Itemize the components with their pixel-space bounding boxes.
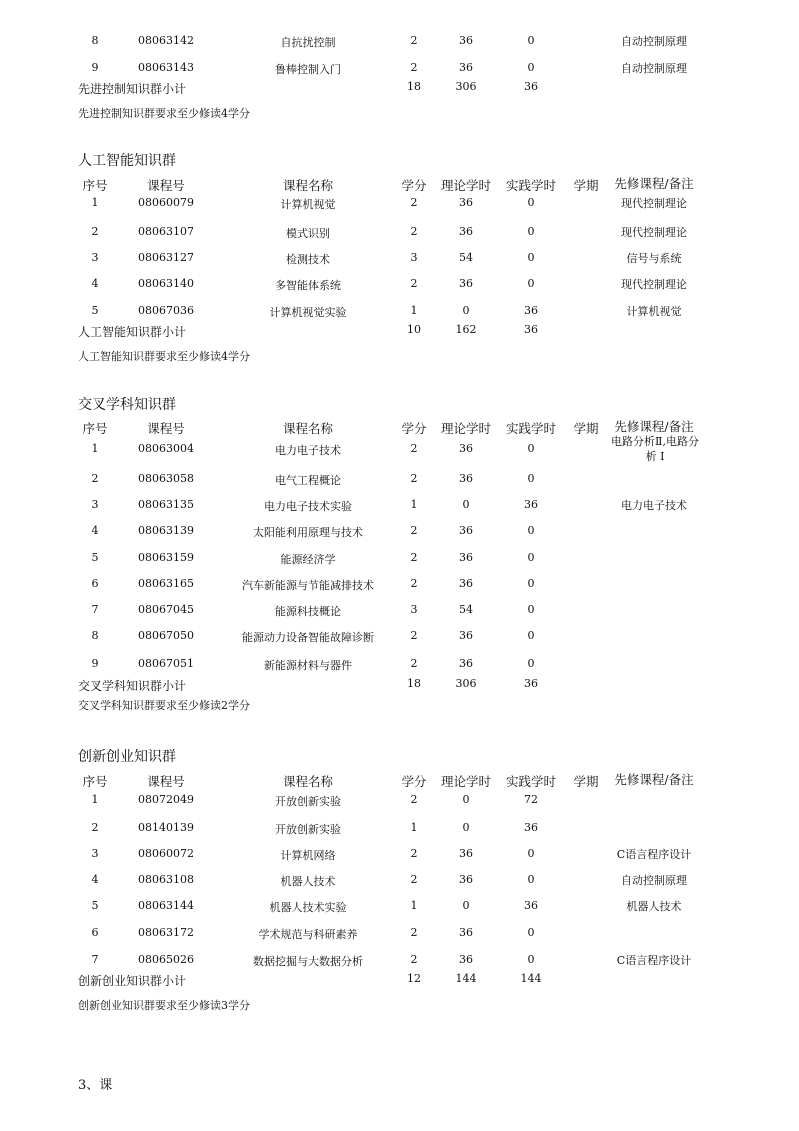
practice-hours: 36	[524, 899, 538, 912]
theory-hours: 0	[462, 498, 470, 511]
theory-hours: 0	[462, 821, 470, 834]
requirement-note: 交叉学科知识群要求至少修读2学分	[78, 699, 250, 712]
table-row	[0, 953, 799, 971]
table-row	[0, 577, 799, 595]
course-name: 能源经济学	[280, 553, 336, 566]
course-code: 08067045	[138, 603, 194, 616]
requirement-note: 人工智能知识群要求至少修读4学分	[78, 350, 250, 363]
subtotal-label: 人工智能知识群小计	[78, 325, 187, 339]
course-name: 能源动力设备智能故障诊断	[242, 631, 374, 644]
row-number: 8	[91, 34, 99, 47]
table-row	[0, 899, 799, 917]
course-code: 08063142	[138, 34, 194, 47]
course-code: 08072049	[138, 793, 194, 806]
row-number: 7	[91, 953, 99, 966]
theory-hours: 36	[459, 61, 473, 74]
header-semester: 学期	[573, 178, 599, 193]
subtotal-theory: 306	[455, 80, 477, 93]
practice-hours: 0	[527, 277, 535, 290]
row-number: 3	[91, 498, 99, 511]
practice-hours: 0	[527, 251, 535, 264]
course-code: 08063139	[138, 524, 194, 537]
section-title: 交叉学科知识群	[78, 397, 176, 413]
practice-hours: 0	[527, 34, 535, 47]
course-credit: 2	[410, 196, 418, 209]
course-credit: 2	[410, 225, 418, 238]
subtotal-label: 交叉学科知识群小计	[78, 679, 187, 693]
row-number: 1	[91, 196, 99, 209]
row-number: 5	[91, 304, 99, 317]
practice-hours: 0	[527, 657, 535, 670]
course-name: 电气工程概论	[275, 474, 341, 487]
course-code: 08063143	[138, 61, 194, 74]
course-code: 08063140	[138, 277, 194, 290]
row-number: 2	[91, 225, 99, 238]
table-row	[0, 304, 799, 322]
course-code: 08065026	[138, 953, 194, 966]
course-code: 08063058	[138, 472, 194, 485]
course-name: 能源科技概论	[275, 605, 341, 618]
prerequisite: 自动控制原理	[621, 35, 687, 48]
prerequisite: 电路分析Ⅱ,电路分析 Ⅰ	[611, 435, 699, 463]
subtotal-label: 创新创业知识群小计	[78, 974, 187, 988]
section-heading: 3、课	[78, 1078, 113, 1093]
header-prereq: 先修课程/备注	[614, 176, 694, 191]
practice-hours: 0	[527, 61, 535, 74]
course-name: 机器人技术	[280, 875, 336, 888]
row-number: 5	[91, 899, 99, 912]
theory-hours: 36	[459, 657, 473, 670]
header-theory: 理论学时	[440, 178, 491, 193]
course-credit: 2	[410, 926, 418, 939]
course-name: 太阳能利用原理与技术	[253, 526, 363, 539]
practice-hours: 0	[527, 524, 535, 537]
row-number: 4	[91, 524, 99, 537]
theory-hours: 0	[462, 304, 470, 317]
practice-hours: 0	[527, 472, 535, 485]
practice-hours: 72	[524, 793, 538, 806]
practice-hours: 0	[527, 196, 535, 209]
row-number: 1	[91, 793, 99, 806]
practice-hours: 0	[527, 603, 535, 616]
prerequisite: 机器人技术	[626, 900, 682, 913]
prerequisite: C语言程序设计	[616, 954, 692, 967]
course-credit: 2	[410, 577, 418, 590]
prerequisite: 现代控制理论	[621, 226, 687, 239]
practice-hours: 0	[527, 577, 535, 590]
course-credit: 3	[410, 603, 418, 616]
course-credit: 1	[410, 821, 418, 834]
header-name: 课程名称	[282, 178, 333, 193]
table-header	[0, 176, 799, 194]
theory-hours: 36	[459, 442, 473, 455]
practice-hours: 0	[527, 926, 535, 939]
row-number: 2	[91, 472, 99, 485]
course-name: 电力电子技术	[275, 444, 341, 457]
course-credit: 1	[410, 304, 418, 317]
course-name: 开放创新实验	[275, 795, 341, 808]
requirement-note: 先进控制知识群要求至少修读4学分	[78, 107, 250, 120]
subtotal-row	[0, 80, 799, 98]
course-credit: 2	[410, 629, 418, 642]
practice-hours: 0	[527, 551, 535, 564]
subtotal-credit: 18	[407, 80, 421, 93]
header-code: 课程号	[147, 774, 185, 789]
course-name: 新能源材料与器件	[264, 659, 352, 672]
row-number: 5	[91, 551, 99, 564]
practice-hours: 0	[527, 442, 535, 455]
table-row	[0, 873, 799, 891]
prerequisite: 计算机视觉	[626, 305, 682, 318]
table-row	[0, 821, 799, 839]
header-practice: 实践学时	[505, 178, 556, 193]
theory-hours: 54	[459, 251, 473, 264]
course-code: 08063135	[138, 498, 194, 511]
table-row	[0, 251, 799, 269]
header-practice: 实践学时	[505, 774, 556, 789]
course-code: 08063127	[138, 251, 194, 264]
course-code: 08063165	[138, 577, 194, 590]
prerequisite: 信号与系统	[626, 252, 682, 265]
prerequisite: 自动控制原理	[621, 62, 687, 75]
course-code: 08067036	[138, 304, 194, 317]
course-credit: 2	[410, 847, 418, 860]
subtotal-practice: 36	[524, 323, 538, 336]
course-name: 模式识别	[286, 227, 330, 240]
course-name: 计算机网络	[280, 849, 336, 862]
course-name: 计算机视觉实验	[269, 306, 347, 319]
course-code: 08063004	[138, 442, 194, 455]
header-credit: 学分	[401, 178, 427, 193]
theory-hours: 36	[459, 577, 473, 590]
course-name: 鲁棒控制入门	[275, 63, 341, 76]
table-row	[0, 847, 799, 865]
theory-hours: 36	[459, 847, 473, 860]
subtotal-row	[0, 323, 799, 341]
header-prereq: 先修课程/备注	[614, 419, 694, 434]
header-credit: 学分	[401, 421, 427, 436]
subtotal-practice: 36	[524, 80, 538, 93]
theory-hours: 36	[459, 926, 473, 939]
table-row	[0, 435, 799, 463]
table-row	[0, 277, 799, 295]
table-row	[0, 498, 799, 516]
row-number: 4	[91, 873, 99, 886]
course-credit: 2	[410, 873, 418, 886]
table-row	[0, 472, 799, 490]
header-no: 序号	[82, 178, 108, 193]
header-name: 课程名称	[282, 774, 333, 789]
row-number: 9	[91, 657, 99, 670]
course-credit: 2	[410, 657, 418, 670]
table-row	[0, 793, 799, 811]
subtotal-credit: 12	[407, 972, 421, 985]
course-code: 08060072	[138, 847, 194, 860]
course-code: 08063172	[138, 926, 194, 939]
header-practice: 实践学时	[505, 421, 556, 436]
course-credit: 1	[410, 498, 418, 511]
theory-hours: 36	[459, 472, 473, 485]
prerequisite: 电力电子技术	[621, 499, 687, 512]
header-no: 序号	[82, 774, 108, 789]
theory-hours: 0	[462, 899, 470, 912]
theory-hours: 36	[459, 196, 473, 209]
practice-hours: 0	[527, 873, 535, 886]
course-credit: 2	[410, 472, 418, 485]
subtotal-practice: 36	[524, 677, 538, 690]
course-name: 电力电子技术实验	[264, 500, 352, 513]
row-number: 3	[91, 847, 99, 860]
subtotal-row	[0, 677, 799, 695]
course-credit: 2	[410, 953, 418, 966]
course-name: 开放创新实验	[275, 823, 341, 836]
table-row	[0, 61, 799, 79]
practice-hours: 0	[527, 953, 535, 966]
row-number: 6	[91, 577, 99, 590]
theory-hours: 36	[459, 225, 473, 238]
subtotal-theory: 162	[455, 323, 477, 336]
course-name: 学术规范与科研素养	[258, 928, 358, 941]
prerequisite: C语言程序设计	[616, 848, 692, 861]
header-prereq: 先修课程/备注	[614, 772, 694, 787]
course-name: 自抗扰控制	[280, 36, 336, 49]
course-credit: 2	[410, 34, 418, 47]
subtotal-credit: 10	[407, 323, 421, 336]
theory-hours: 36	[459, 953, 473, 966]
course-credit: 2	[410, 277, 418, 290]
header-name: 课程名称	[282, 421, 333, 436]
row-number: 4	[91, 277, 99, 290]
header-code: 课程号	[147, 421, 185, 436]
course-credit: 1	[410, 899, 418, 912]
header-theory: 理论学时	[440, 421, 491, 436]
course-credit: 2	[410, 442, 418, 455]
course-credit: 2	[410, 61, 418, 74]
practice-hours: 0	[527, 629, 535, 642]
course-name: 数据挖掘与大数据分析	[253, 955, 363, 968]
practice-hours: 0	[527, 847, 535, 860]
course-code: 08067051	[138, 657, 194, 670]
course-name: 汽车新能源与节能减排技术	[242, 579, 374, 592]
table-row	[0, 196, 799, 214]
section-title: 人工智能知识群	[78, 153, 176, 169]
practice-hours: 0	[527, 225, 535, 238]
practice-hours: 36	[524, 304, 538, 317]
table-row	[0, 524, 799, 542]
practice-hours: 36	[524, 821, 538, 834]
course-name: 检测技术	[286, 253, 330, 266]
row-number: 1	[91, 442, 99, 455]
theory-hours: 54	[459, 603, 473, 616]
row-number: 7	[91, 603, 99, 616]
theory-hours: 0	[462, 793, 470, 806]
subtotal-practice: 144	[520, 972, 542, 985]
course-code: 08063159	[138, 551, 194, 564]
section-title: 创新创业知识群	[78, 749, 176, 765]
practice-hours: 36	[524, 498, 538, 511]
row-number: 2	[91, 821, 99, 834]
course-name: 机器人技术实验	[269, 901, 347, 914]
theory-hours: 36	[459, 629, 473, 642]
table-header	[0, 772, 799, 790]
theory-hours: 36	[459, 277, 473, 290]
subtotal-label: 先进控制知识群小计	[78, 82, 187, 96]
course-credit: 2	[410, 551, 418, 564]
course-credit: 3	[410, 251, 418, 264]
theory-hours: 36	[459, 34, 473, 47]
table-row	[0, 657, 799, 675]
subtotal-credit: 18	[407, 677, 421, 690]
prerequisite: 自动控制原理	[621, 874, 687, 887]
course-name: 多智能体系统	[275, 279, 341, 292]
subtotal-theory: 144	[455, 972, 477, 985]
course-code: 08063144	[138, 899, 194, 912]
table-row	[0, 551, 799, 569]
row-number: 6	[91, 926, 99, 939]
row-number: 8	[91, 629, 99, 642]
row-number: 3	[91, 251, 99, 264]
prerequisite: 现代控制理论	[621, 278, 687, 291]
theory-hours: 36	[459, 873, 473, 886]
course-code: 08060079	[138, 196, 194, 209]
row-number: 9	[91, 61, 99, 74]
subtotal-row	[0, 972, 799, 990]
theory-hours: 36	[459, 551, 473, 564]
header-theory: 理论学时	[440, 774, 491, 789]
table-row	[0, 926, 799, 944]
course-code: 08067050	[138, 629, 194, 642]
course-code: 08063107	[138, 225, 194, 238]
requirement-note: 创新创业知识群要求至少修读3学分	[78, 999, 250, 1012]
table-row	[0, 603, 799, 621]
table-row	[0, 34, 799, 52]
header-semester: 学期	[573, 774, 599, 789]
course-credit: 2	[410, 793, 418, 806]
header-code: 课程号	[147, 178, 185, 193]
course-credit: 2	[410, 524, 418, 537]
header-no: 序号	[82, 421, 108, 436]
header-credit: 学分	[401, 774, 427, 789]
course-code: 08140139	[138, 821, 194, 834]
header-semester: 学期	[573, 421, 599, 436]
table-row	[0, 629, 799, 647]
course-name: 计算机视觉	[280, 198, 336, 211]
prerequisite: 现代控制理论	[621, 197, 687, 210]
course-code: 08063108	[138, 873, 194, 886]
theory-hours: 36	[459, 524, 473, 537]
table-row	[0, 225, 799, 243]
subtotal-theory: 306	[455, 677, 477, 690]
